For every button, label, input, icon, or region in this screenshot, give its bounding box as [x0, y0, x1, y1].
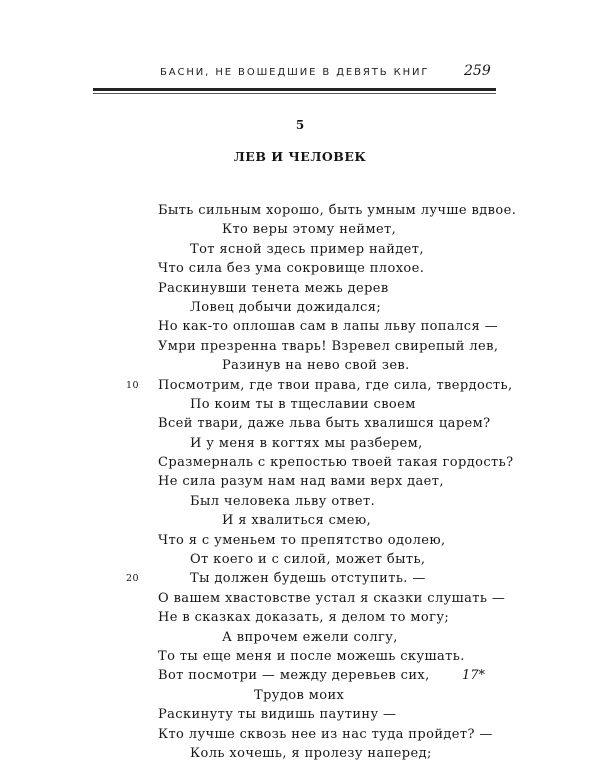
verse-text: О вашем хвастовстве устал я сказки слушать —	[158, 590, 506, 606]
verse-line	[0, 453, 600, 472]
verse-text: Раскинуту ты видишь паутину —	[158, 707, 397, 723]
verse-line	[0, 550, 600, 569]
verse-text: Кто лучше сквозь нее из нас туда пройдет? —	[158, 726, 493, 742]
verse-line	[0, 589, 600, 608]
verse-line	[0, 569, 600, 588]
verse-line	[0, 298, 600, 317]
verse-text: Но как-то оплошав сам в лапы льву попался —	[158, 319, 498, 335]
fable-number: 5	[295, 118, 305, 132]
verse-text: Умри презренна тварь! Взревел свирепый лев,	[158, 338, 499, 354]
verse-text: По коим ты в тщеславии своем	[190, 396, 416, 412]
verse-line	[0, 628, 600, 647]
verse-text: Что сила без ума сокровище плохое.	[158, 261, 425, 277]
verse-line	[0, 279, 600, 298]
verse-line	[0, 414, 600, 433]
verse-line	[0, 259, 600, 278]
header-rule-thin	[93, 93, 496, 94]
poem	[0, 201, 600, 763]
line-number: 20	[126, 573, 139, 585]
verse-line	[0, 317, 600, 336]
signature-mark: 17*	[462, 668, 486, 683]
verse-line	[0, 705, 600, 724]
verse-text: Посмотрим, где твои права, где сила, твердость,	[158, 377, 513, 393]
verse-line	[0, 744, 600, 763]
verse-text: А впрочем ежели солгу,	[222, 629, 398, 645]
verse-text: То ты еще меня и после можешь скушать.	[158, 648, 465, 664]
fable-title: ЛЕВ И ЧЕЛОВЕК	[233, 149, 367, 164]
verse-line	[0, 240, 600, 259]
verse-text: Не сила разум нам над вами верх дает,	[158, 474, 444, 490]
page-number: 259	[464, 63, 491, 79]
verse-line	[0, 337, 600, 356]
verse-line	[0, 608, 600, 627]
verse-line	[0, 376, 600, 395]
verse-line	[0, 201, 600, 220]
verse-text: Сразмерналь с крепостью твоей такая гордость?	[158, 455, 514, 471]
verse-line	[0, 725, 600, 744]
verse-text: И у меня в когтях мы разберем,	[190, 435, 423, 451]
verse-text: Тот ясной здесь пример найдет,	[190, 241, 424, 257]
verse-line	[0, 220, 600, 239]
verse-line	[0, 395, 600, 414]
verse-text: Ты должен будешь отступить. —	[190, 571, 426, 587]
verse-text: Всей твари, даже льва быть хвалишся царем?	[158, 416, 491, 432]
verse-text: Что я с уменьем то препятство одолею,	[158, 532, 446, 548]
verse-line	[0, 531, 600, 550]
verse-text: Коль хочешь, я пролезу наперед;	[190, 745, 432, 761]
verse-line	[0, 647, 600, 666]
verse-text: Вот посмотри — между деревьев сих,	[158, 668, 430, 684]
verse-line	[0, 434, 600, 453]
verse-text: Трудов моих	[254, 687, 345, 703]
verse-line	[0, 511, 600, 530]
verse-text: Не в сказках доказать, я делом то могу;	[158, 610, 450, 626]
header-rule-thick	[93, 88, 496, 91]
verse-text: Ловец добычи дожидался;	[190, 299, 382, 315]
verse-text: Быть сильным хорошо, быть умным лучше вдвое.	[158, 203, 517, 218]
verse-line	[0, 492, 600, 511]
verse-line	[0, 666, 600, 685]
verse-text: Кто веры этому неймет,	[222, 222, 397, 238]
running-header: БАСНИ, НЕ ВОШЕДШИЕ В ДЕВЯТЬ КНИГ	[160, 67, 430, 78]
verse-text: И я хвалиться смею,	[222, 513, 372, 529]
verse-text: От коего и с силой, может быть,	[190, 552, 426, 568]
verse-text: Был человека льву ответ.	[190, 493, 376, 509]
line-number: 10	[126, 379, 139, 391]
verse-text: Раскинувши тенета межь дерев	[158, 280, 389, 296]
verse-line	[0, 472, 600, 491]
verse-line	[0, 686, 600, 705]
verse-line	[0, 356, 600, 375]
verse-text: Разинув на нево свой зев.	[222, 358, 410, 374]
